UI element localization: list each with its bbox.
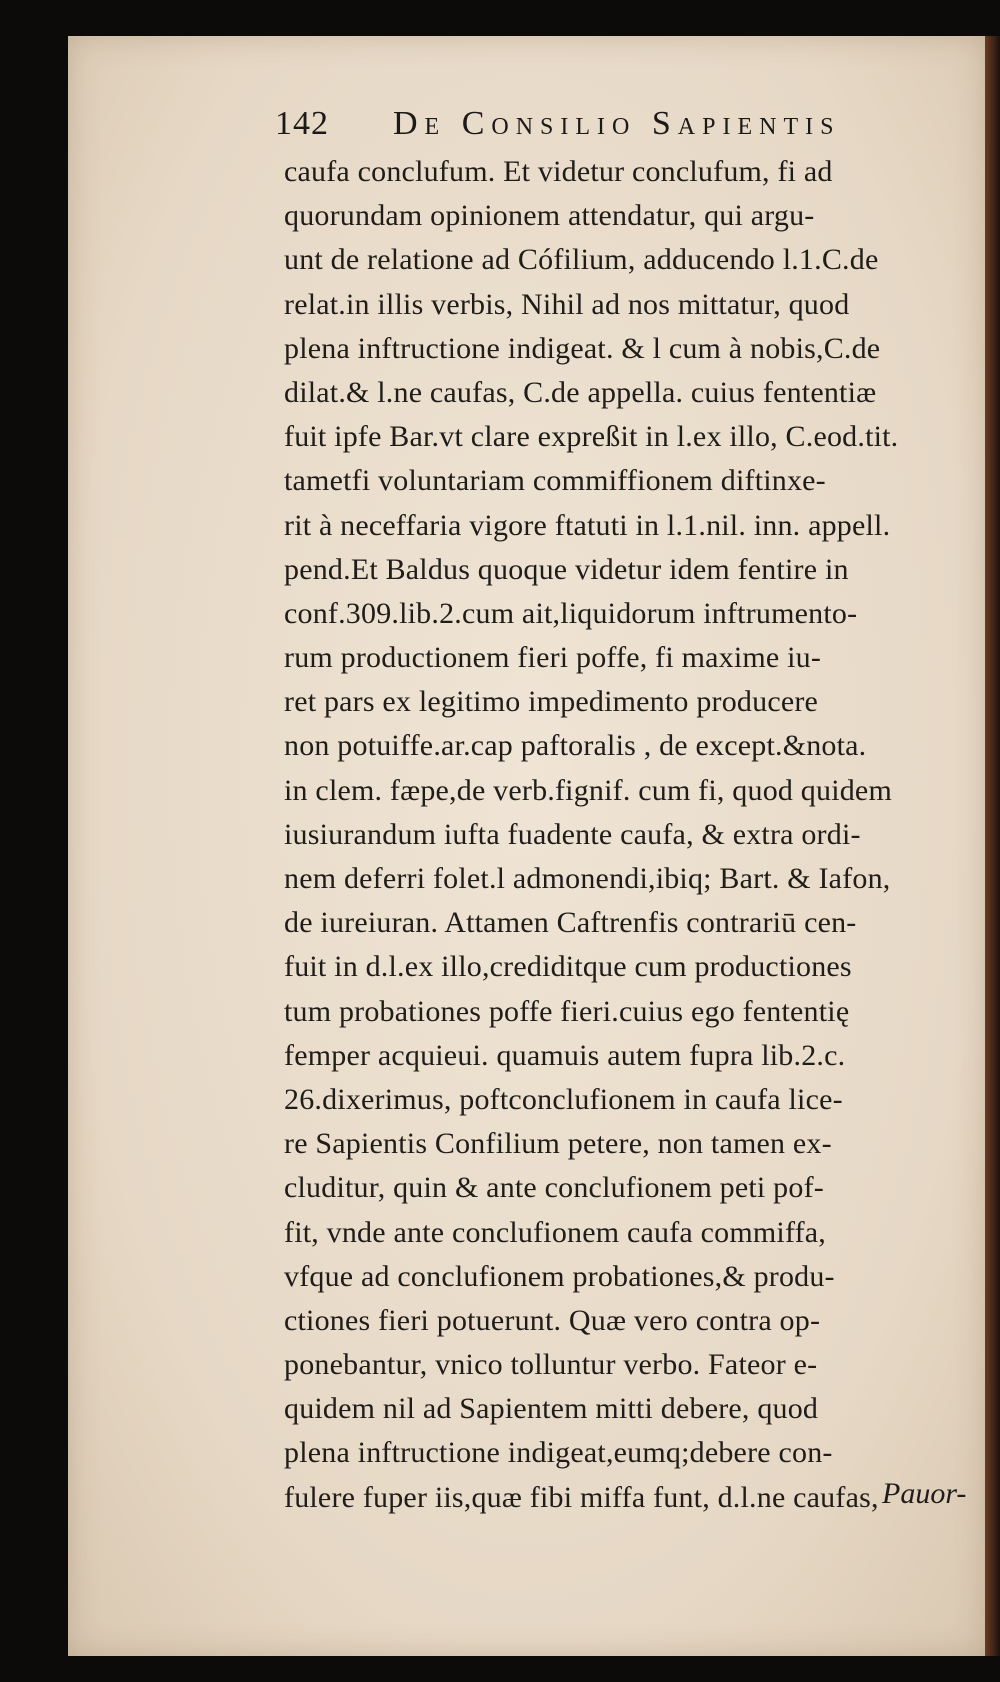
catchword: Pauor- bbox=[882, 1477, 967, 1510]
page-number: 142 bbox=[275, 105, 329, 142]
page-edge bbox=[985, 36, 1000, 1656]
text-line: ctiones fieri potuerunt. Quæ vero contra op- bbox=[284, 1303, 821, 1337]
text-line: unt de relatione ad Cófilium, adducendo l.1.C.de bbox=[284, 243, 879, 277]
text-line: re Sapientis Confilium petere, non tamen ex- bbox=[284, 1127, 832, 1161]
page-header bbox=[275, 104, 925, 144]
text-line: fuit in d.l.ex illo,crediditque cum productiones bbox=[284, 950, 852, 984]
text-line: relat.in illis verbis, Nihil ad nos mittatur, quod bbox=[284, 287, 850, 321]
text-line: 26.dixerimus, poftconclufionem in caufa lice- bbox=[284, 1082, 843, 1116]
text-line: iusiurandum iufta fuadente caufa, & extra ordi- bbox=[284, 817, 861, 851]
text-line: quidem nil ad Sapientem mitti debere, quod bbox=[284, 1392, 819, 1426]
text-body bbox=[284, 150, 978, 1520]
text-line: fit, vnde ante conclufionem caufa commiffa, bbox=[284, 1215, 826, 1249]
text-line: rit à neceffaria vigore ftatuti in l.1.nil. inn. appell. bbox=[284, 508, 891, 542]
text-line: non potuiffe.ar.cap paftoralis , de except.&nota. bbox=[284, 729, 867, 763]
text-line: conf.309.lib.2.cum ait,liquidorum inftrumento- bbox=[284, 596, 858, 630]
text-line: fuit ipfe Bar.vt clare expreßit in l.ex illo, C.eod.tit. bbox=[284, 420, 899, 454]
text-line: dilat.& l.ne caufas, C.de appella. cuius fententiæ bbox=[284, 375, 877, 409]
text-line: femper acquieui. quamuis autem fupra lib.2.c. bbox=[284, 1038, 846, 1072]
text-line: vfque ad conclufionem probationes,& produ- bbox=[284, 1259, 835, 1293]
text-line: ret pars ex legitimo impedimento producere bbox=[284, 685, 819, 719]
text-line: rum productionem fieri poffe, fi maxime iu- bbox=[284, 641, 822, 675]
text-line: nem deferri folet.l admonendi,ibiq; Bart. & Iafon, bbox=[284, 862, 891, 895]
text-line: tum probationes poffe fieri.cuius ego fententię bbox=[284, 994, 850, 1028]
running-title: De Consilio Sapientis bbox=[393, 105, 841, 142]
text-line: cluditur, quin & ante conclufionem peti pof- bbox=[284, 1171, 824, 1205]
text-line: de iureiuran. Attamen Caftrenfis contrariū cen- bbox=[284, 906, 857, 940]
text-line: quorundam opinionem attendatur, qui argu- bbox=[284, 199, 815, 233]
text-line: plena inftructione indigeat,eumq;debere con- bbox=[284, 1436, 833, 1470]
text-line: tametfi voluntariam commiffionem diftinxe- bbox=[284, 464, 826, 498]
text-line: plena inftructione indigeat. & l cum à nobis,C.de bbox=[284, 331, 881, 365]
text-line: pend.Et Baldus quoque videtur idem fentire in bbox=[284, 552, 849, 586]
text-line: caufa conclufum. Et videtur conclufum, fi ad bbox=[284, 155, 833, 188]
text-line: fulere fuper iis,quæ fibi miffa funt, d.l.ne caufas, bbox=[284, 1480, 879, 1514]
text-line: ponebantur, vnico tolluntur verbo. Fateor e- bbox=[284, 1348, 818, 1382]
text-line: in clem. fæpe,de verb.fignif. cum fi, quod quidem bbox=[284, 773, 892, 807]
